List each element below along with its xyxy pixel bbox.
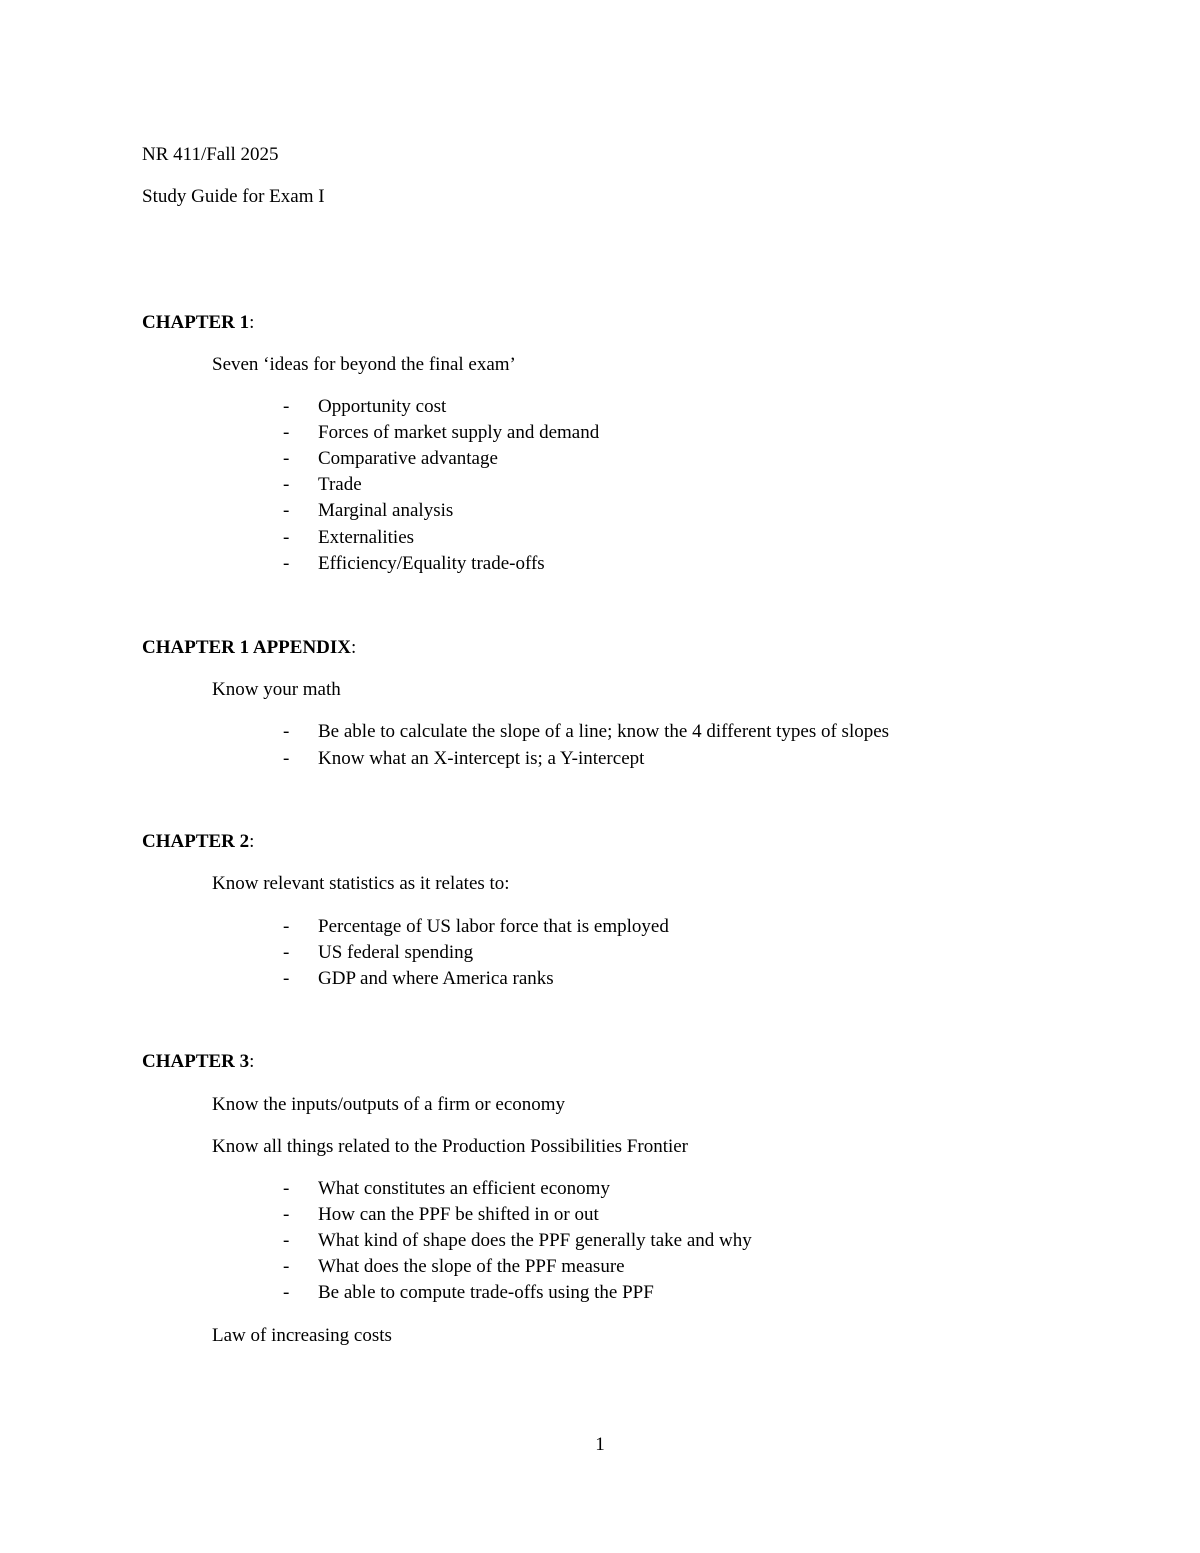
bullet-text: What constitutes an efficient economy xyxy=(318,1178,610,1199)
bullet-marker: - xyxy=(283,396,290,417)
bullet-marker: - xyxy=(283,553,290,574)
chapter-heading-colon: : xyxy=(351,637,357,658)
bullet-marker: - xyxy=(283,942,290,963)
bullet-text: How can the PPF be shifted in or out xyxy=(318,1204,599,1225)
bullet-marker: - xyxy=(283,1204,290,1225)
bullet-marker: - xyxy=(283,968,290,989)
bullet-text: Opportunity cost xyxy=(318,396,447,417)
chapter-3-heading xyxy=(142,1051,254,1073)
bullet-text: What does the slope of the PPF measure xyxy=(318,1256,625,1277)
chapter-heading-text: CHAPTER 3 xyxy=(142,1051,250,1072)
chapter-heading-colon: : xyxy=(249,1051,255,1072)
bullet-text: Trade xyxy=(318,474,362,495)
chapter-heading-text: CHAPTER 1 xyxy=(142,312,250,333)
bullet-text: US federal spending xyxy=(318,942,474,963)
chapter-3-intro: Know the inputs/outputs of a firm or economy xyxy=(212,1094,566,1115)
chapter-3-intro-ppf: Know all things related to the Production Possibilities Frontier xyxy=(212,1136,689,1157)
bullet-text: Efficiency/Equality trade-offs xyxy=(318,553,545,574)
document-title: Study Guide for Exam I xyxy=(142,186,325,207)
chapter-2-intro: Know relevant statistics as it relates to: xyxy=(212,873,510,894)
bullet-marker: - xyxy=(283,1230,290,1251)
bullet-text: GDP and where America ranks xyxy=(318,968,554,989)
bullet-text: Marginal analysis xyxy=(318,500,454,521)
bullet-text: Know what an X-intercept is; a Y-intercept xyxy=(318,748,645,769)
bullet-text: Forces of market supply and demand xyxy=(318,422,600,443)
bullet-marker: - xyxy=(283,1282,290,1303)
bullet-text: What kind of shape does the PPF generally take and why xyxy=(318,1230,752,1251)
bullet-text: Be able to calculate the slope of a line; know the 4 different types of slopes xyxy=(318,721,890,742)
chapter-2-heading xyxy=(142,831,254,853)
course-label: NR 411/Fall 2025 xyxy=(142,144,279,165)
chapter-1-intro: Seven ‘ideas for beyond the final exam’ xyxy=(212,354,516,375)
bullet-text: Comparative advantage xyxy=(318,448,498,469)
page-number: 1 xyxy=(595,1434,605,1455)
bullet-marker: - xyxy=(283,527,290,548)
bullet-marker: - xyxy=(283,474,290,495)
bullet-marker: - xyxy=(283,748,290,769)
bullet-text: Externalities xyxy=(318,527,415,548)
chapter-1-heading xyxy=(142,312,254,334)
chapter-1-appendix-heading xyxy=(142,637,356,659)
bullet-marker: - xyxy=(283,721,290,742)
bullet-text: Be able to compute trade-offs using the PPF xyxy=(318,1282,654,1303)
chapter-3-closing: Law of increasing costs xyxy=(212,1325,392,1346)
chapter-heading-colon: : xyxy=(249,831,255,852)
bullet-marker: - xyxy=(283,500,290,521)
bullet-marker: - xyxy=(283,422,290,443)
chapter-heading-colon: : xyxy=(249,312,255,333)
chapter-1-appendix-intro: Know your math xyxy=(212,679,341,700)
bullet-marker: - xyxy=(283,1256,290,1277)
bullet-text: Percentage of US labor force that is employed xyxy=(318,916,669,937)
chapter-heading-text: CHAPTER 1 APPENDIX xyxy=(142,637,352,658)
bullet-marker: - xyxy=(283,1178,290,1199)
bullet-marker: - xyxy=(283,916,290,937)
chapter-heading-text: CHAPTER 2 xyxy=(142,831,250,852)
bullet-marker: - xyxy=(283,448,290,469)
